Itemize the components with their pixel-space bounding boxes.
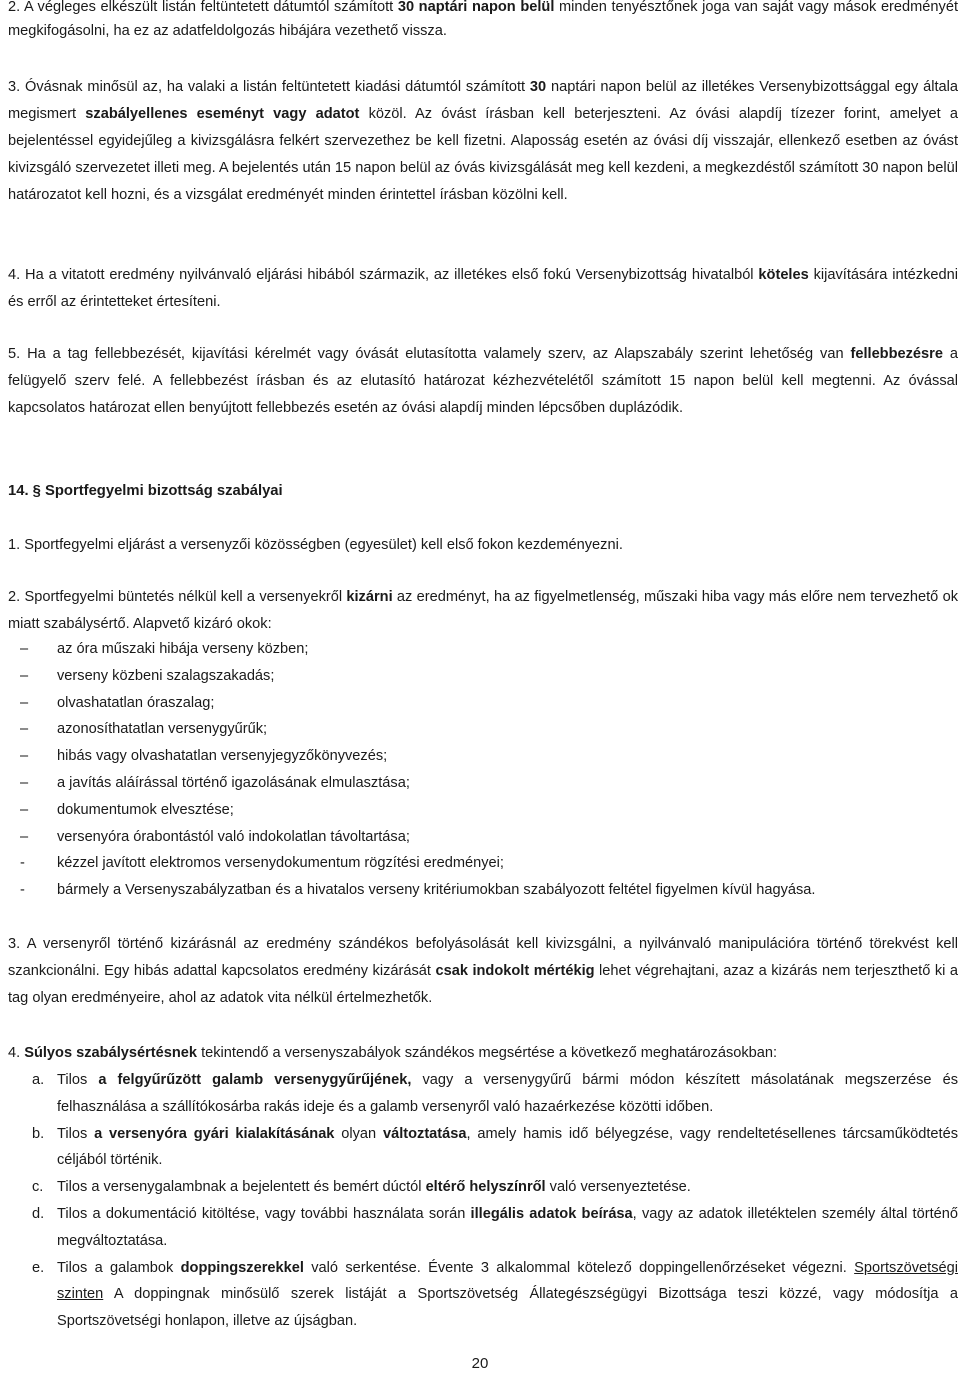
list-item bbox=[8, 797, 958, 824]
item-number: 3. bbox=[8, 936, 21, 952]
text: való serkentése. Évente 3 alkalommal kötelező doppingellenőrzéseket végezni. bbox=[303, 1259, 855, 1276]
dash-marker: - bbox=[20, 882, 25, 899]
letter-marker: a. bbox=[32, 1072, 45, 1088]
bold-text: változtatása bbox=[382, 1125, 467, 1142]
list-item bbox=[8, 877, 958, 904]
text: minden tenyésztőnek joga van saját vagy mások eredményét megkifogásolni, ha ez az adatfeldolgozás hibájára vezethető vissza. bbox=[8, 0, 959, 39]
list-item-text: olvashatatlan óraszalag; bbox=[57, 694, 215, 711]
text: , amely hamis idő bélyegzése, vagy rendeltetésellenes tárcsaműködtetés céljából történik. bbox=[57, 1125, 958, 1169]
list-item-text: bármely a Versenyszabályzatban és a hivatalos verseny kritériumokban szabályozott feltétel figyelmen kívül hagyása. bbox=[57, 882, 816, 899]
dash-marker: - bbox=[20, 855, 25, 872]
page-number: 20 bbox=[471, 1355, 489, 1372]
paragraph-4 bbox=[8, 262, 958, 316]
item-number: 2. bbox=[8, 589, 21, 605]
letter-marker: b. bbox=[32, 1125, 45, 1142]
text: közöl. Az óvást írásban kell beterjeszteni. Az óvási alapdíj tízezer forint, amelyet a bejelentéssel egyidejűleg a kivizsgálásra felkért szervezethez be kell fizetni. Alaposság esetén az óvási díj visszajár, ellenkező esetben az óvást kivizsgáló szervezetet illeti meg. A bejelentés után 15 napon belül az óvás kivizsgálását meg kell kezdeni, a megkezdéstől számított 30 napon belül határozatot kell hozni, és a vizsgálat eredményét minden érintettel írásban közölni kell. bbox=[8, 106, 959, 203]
dash-marker: – bbox=[20, 801, 29, 818]
bold-text: doppingszerekkel bbox=[180, 1259, 304, 1276]
list-item bbox=[8, 770, 958, 797]
text: Óvásnak minősül az, ha valaki a listán feltüntetett kiadási dátumtól számított bbox=[25, 79, 530, 95]
text: , vagy az adatok illetéktelen személy által történő megváltoztatása. bbox=[57, 1205, 958, 1249]
text: Tilos bbox=[57, 1072, 99, 1088]
list-item-text: azonosíthatatlan versenygyűrűk; bbox=[57, 721, 268, 738]
dash-marker: – bbox=[20, 721, 29, 738]
text: Tilos a versenygalambnak a bejelentett és bemért dúctól bbox=[57, 1179, 426, 1196]
text: az eredményt, ha az figyelmetlenség, műszaki hiba vagy más előre nem tervezhető ok miatt szabálysértő. Alapvető kizáró okok: bbox=[8, 589, 958, 632]
list-item bbox=[8, 690, 958, 717]
list-item bbox=[8, 824, 958, 851]
letter-marker: e. bbox=[32, 1259, 45, 1276]
exclusion-reasons-list bbox=[8, 636, 958, 904]
item-number: 4. bbox=[8, 267, 21, 283]
list-item bbox=[8, 1121, 958, 1175]
letter-marker: d. bbox=[32, 1205, 45, 1222]
list-item-text: hibás vagy olvashatatlan versenyjegyzőkönyvezés; bbox=[57, 748, 388, 765]
text: A doppingnak minősülő szerek listáját a Sportszövetség Állategészségügyi Bizottsága teszi közzé, vagy módosítja a Sportszövetségi honlapon, illetve az újságban. bbox=[57, 1286, 958, 1330]
dash-marker: – bbox=[20, 774, 29, 791]
bold-text: eltérő helyszínről bbox=[425, 1179, 546, 1196]
list-item-text: az óra műszaki hibája verseny közben; bbox=[57, 641, 309, 657]
underlined-text: Sportszövetségi szinten bbox=[57, 1259, 958, 1303]
text: naptári napon belül az illetékes Versenybizottsággal egy általa megismert bbox=[8, 79, 958, 122]
sportfegyelmi-item-3 bbox=[8, 931, 958, 1012]
dash-marker: – bbox=[20, 828, 29, 845]
text: vagy a versenygyűrű bármi módon készített másolatának megszerzése és felhasználása a szállítókosárba rakás ideje és a galamb versenyről való hazaérkezése közötti időben. bbox=[57, 1072, 959, 1115]
paragraph-3 bbox=[8, 74, 958, 209]
item-number: 4. bbox=[8, 1045, 21, 1061]
dash-marker: – bbox=[20, 641, 29, 657]
sportfegyelmi-item-2 bbox=[8, 584, 958, 638]
serious-violations-list bbox=[8, 1067, 958, 1335]
text: a felügyelő szerv felé. A fellebbezést írásban és az elutasító határozat kézhezvételétől számított 15 napon belül kell megtenni. Az óvással kapcsolatos határozat ellen benyújtott fellebbezés esetén az óvási alapdíj minden lépcsőben duplázódik. bbox=[8, 346, 958, 416]
list-item-text: dokumentumok elvesztése; bbox=[57, 801, 234, 818]
dash-marker: – bbox=[20, 694, 29, 711]
bold-text: illegális adatok beírása bbox=[470, 1205, 633, 1222]
text: Sportfegyelmi eljárást a versenyzői közösségben (egyesület) kell első fokon kezdeményezni. bbox=[24, 537, 623, 553]
text: A versenyről történő kizárásnál az eredmény szándékos befolyásolását kell kivizsgálni, a nyilvánvaló manipulációra történő törekvést kell szankcionálni. Egy hibás adattal kapcsolatos eredmény kizárását bbox=[8, 936, 959, 979]
list-item bbox=[8, 1174, 958, 1201]
text: olyan bbox=[334, 1125, 383, 1142]
bold-text: 30 bbox=[529, 79, 547, 95]
list-item-text: verseny közbeni szalagszakadás; bbox=[57, 667, 275, 684]
item-number: 2. bbox=[8, 0, 21, 15]
list-item bbox=[8, 663, 958, 690]
list-item bbox=[8, 743, 958, 770]
bold-text: fellebbezésre bbox=[850, 346, 943, 362]
list-item bbox=[8, 850, 958, 877]
text: Tilos bbox=[57, 1125, 95, 1142]
bold-text: köteles bbox=[758, 267, 809, 283]
text: tekintendő a versenyszabályok szándékos megsértése a következő meghatározásokban: bbox=[197, 1045, 778, 1061]
bold-text: 30 naptári napon belül bbox=[397, 0, 555, 15]
section-heading: 14. § Sportfegyelmi bizottság szabályai bbox=[8, 483, 283, 499]
text: Ha a tag fellebbezését, kijavítási kérelmét vagy óvását elutasította valamely szerv, az Alapszabály szerint lehetőség van bbox=[27, 346, 851, 362]
list-item bbox=[8, 1201, 958, 1255]
list-item-text: kézzel javított elektromos versenydokumentum rögzítési eredményei; bbox=[57, 855, 504, 872]
bold-text: a felgyűrűzött galamb versenygyűrűjének, bbox=[98, 1072, 412, 1088]
text: A végleges elkészült listán feltüntetett dátumtól számított bbox=[23, 0, 398, 15]
bold-text: a versenyóra gyári kialakításának bbox=[94, 1125, 335, 1142]
text: Tilos a dokumentáció kitöltése, vagy további használata során bbox=[57, 1205, 471, 1222]
text: való versenyeztetése. bbox=[545, 1179, 691, 1196]
item-number: 5. bbox=[8, 346, 21, 362]
sportfegyelmi-item-4 bbox=[8, 1040, 958, 1067]
text: Tilos a galambok bbox=[57, 1259, 181, 1276]
list-item bbox=[8, 636, 958, 663]
text: Ha a vitatott eredmény nyilvánvaló eljárási hibából származik, az illetékes első fokú Versenybizottság hivatalból bbox=[25, 267, 759, 283]
dash-marker: – bbox=[20, 667, 29, 684]
list-item bbox=[8, 716, 958, 743]
letter-marker: c. bbox=[32, 1179, 44, 1196]
bold-text: Súlyos szabálysértésnek bbox=[24, 1045, 198, 1061]
paragraph-5 bbox=[8, 341, 958, 422]
item-number: 3. bbox=[8, 79, 21, 95]
paragraph-2 bbox=[8, 0, 958, 43]
bold-text: csak indokolt mértékig bbox=[435, 963, 595, 979]
list-item-text: a javítás aláírással történő igazolásának elmulasztása; bbox=[57, 774, 410, 791]
list-item bbox=[8, 1067, 958, 1121]
dash-marker: – bbox=[20, 748, 29, 765]
item-number: 1. bbox=[8, 537, 21, 553]
list-item bbox=[8, 1255, 958, 1335]
text: Sportfegyelmi büntetés nélkül kell a versenyekről bbox=[24, 589, 347, 605]
sportfegyelmi-item-1 bbox=[8, 532, 958, 559]
bold-text: szabályellenes eseményt vagy adatot bbox=[85, 106, 360, 122]
list-item-text: versenyóra órabontástól való indokolatlan távoltartása; bbox=[57, 828, 410, 845]
text: lehet végrehajtani, azaz a kizárás nem terjeszthető ki a tag olyan eredményeire, ahol az adatok vita nélkül értelmezhetők. bbox=[8, 963, 959, 1006]
text: kijavítására intézkedni és erről az érintetteket értesíteni. bbox=[8, 267, 958, 310]
bold-text: kizárni bbox=[346, 589, 393, 605]
